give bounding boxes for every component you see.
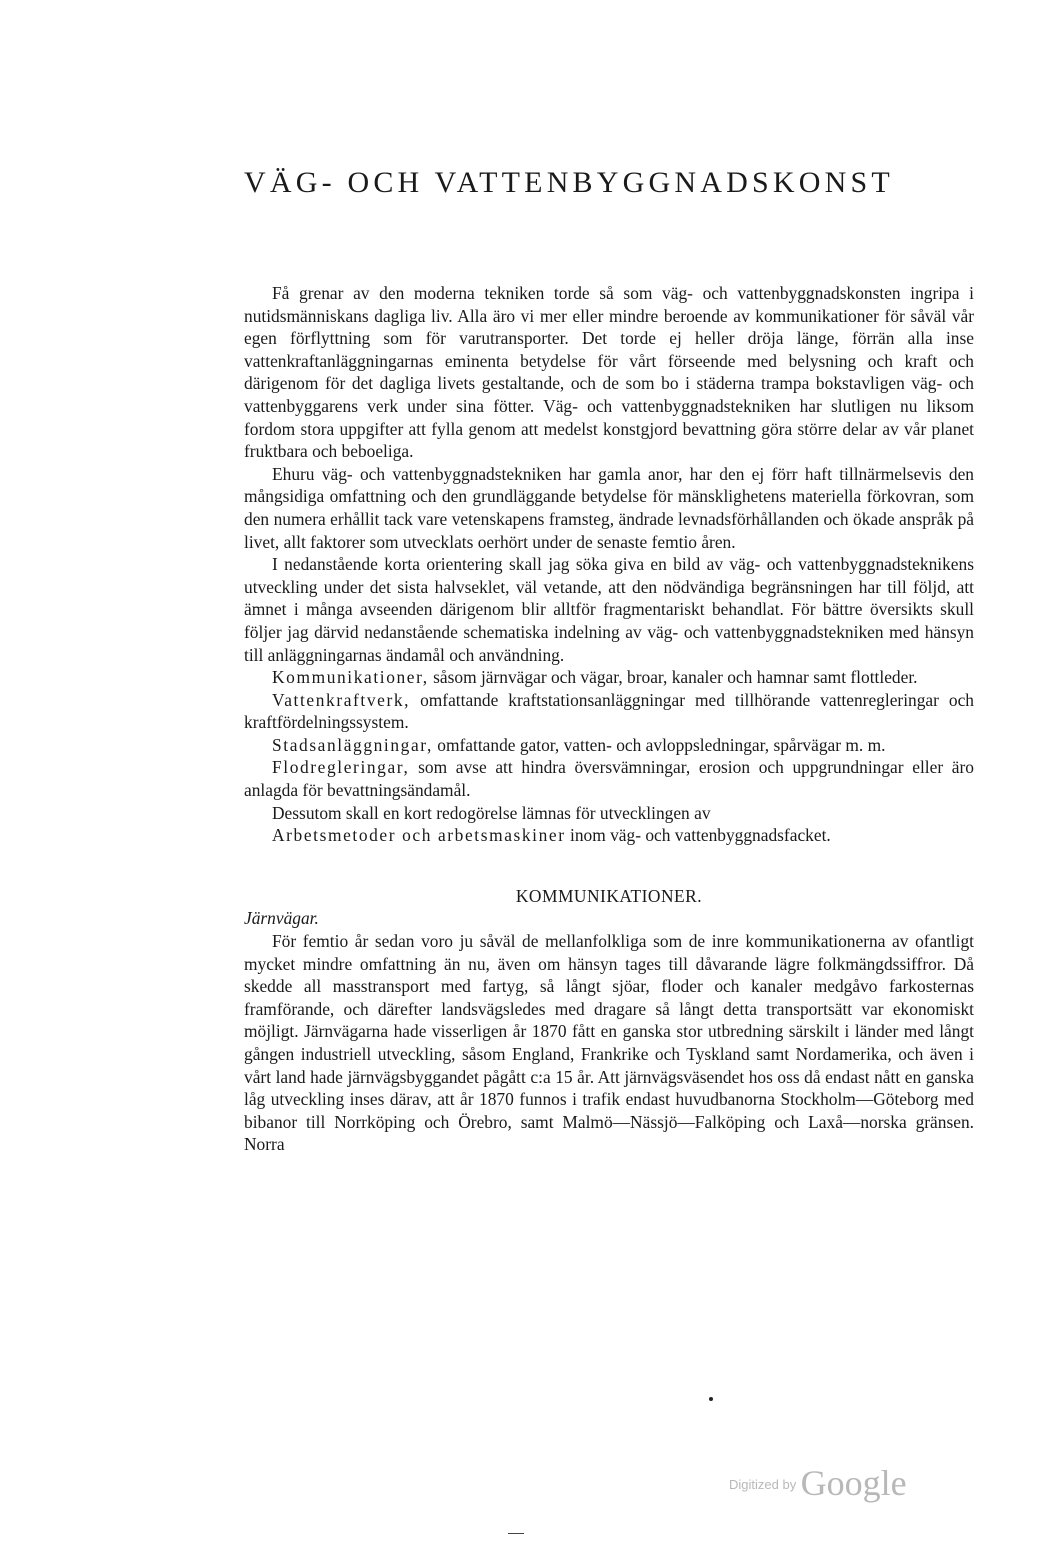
closing-line: Dessutom skall en kort redogörelse lämnas för utvecklingen av bbox=[272, 802, 711, 823]
category-text: som avse att hindra översvämningar, erosion och uppgrundningar eller äro anlagda för bevattningsändamål. bbox=[244, 757, 974, 801]
article-body bbox=[244, 282, 974, 1156]
category-item-stadsanlaggningar bbox=[244, 734, 974, 757]
scan-speck bbox=[709, 1397, 713, 1401]
category-item-flodregleringar bbox=[244, 756, 974, 801]
category-text: omfattande gator, vatten- och avloppsledningar, spårvägar m. m. bbox=[437, 734, 886, 755]
page-mark bbox=[508, 1533, 524, 1534]
section-heading: KOMMUNIKATIONER. bbox=[515, 885, 703, 906]
digitized-watermark bbox=[729, 1462, 907, 1504]
subheading: Järnvägar. bbox=[244, 908, 319, 929]
watermark-prefix: Digitized by bbox=[729, 1477, 797, 1492]
category-term: Stadsanläggningar, bbox=[272, 734, 433, 755]
category-term: Vattenkraftverk, bbox=[272, 689, 411, 710]
page-title: VÄG- OCH VATTENBYGGNADSKONST bbox=[244, 166, 894, 199]
category-item-vattenkraftverk bbox=[244, 689, 974, 734]
intro-paragraph: Få grenar av den moderna tekniken torde så som väg- och vattenbyggnadskonsten ingripa i nutidsmänniskans dagliga liv. Alla äro vi mer eller mindre beroende av kommunikationer för såväl vår egen förflyttning som för varutransporter. Det torde ej heller dröja länge, förrän alla inse vattenkraftanläggningarnas eminenta betydelse för vårt förseende med belysning och kraft och därigenom för det dagliga livets gestaltande, och de som bo i städerna trampa bokstavligen väg- och vattenbyggarens verk under sina fötter. Väg- och vattenbyggnadstekniken har slutligen nu liksom fordom stora uppgifter att fylla genom att medelst konstgjord bevattning göra större delar av vår planet fruktbara och beboeliga. bbox=[244, 283, 974, 462]
closing-term: Arbetsmetoder och arbetsmaskiner bbox=[272, 825, 566, 846]
category-term: Flodregleringar, bbox=[272, 757, 410, 778]
category-text: såsom järnvägar och vägar, broar, kanaler och hamnar samt flottleder. bbox=[433, 667, 918, 688]
category-term: Kommunikationer, bbox=[272, 667, 429, 688]
railway-paragraph: För femtio år sedan voro ju såväl de mellanfolkliga som de inre kommunikationerna av ofantligt mycket mindre omfattning än nu, även om hänsyn tages till dåvarande lägre folkmängdssiffror. Då skedde all masstransport med fartyg, så långt sjöar, floder och kanaler medgåvo farkosternas framförande, och därefter landsvägsledes med dragare så långt detta transportsätt var ekonomiskt möjligt. Järnvägarna hade visserligen år 1870 fått en ganska stor utbredning särskilt i länder med långt gången industriell utveckling, såsom England, Frankrike och Tyskland samt Nordamerika, och även i vårt land hade järnvägsbyggandet pågått c:a 15 år. Att järnvägsväsendet hos oss då endast nått en ganska låg utveckling inses därav, att år 1870 funnos i trafik endast huvudbanorna Stockholm—Göteborg med bibanor till Norrköping och Örebro, samt Malmö—Nässjö—Falköping och Laxå—norska gränsen. Norra bbox=[244, 931, 974, 1155]
closing-text: inom väg- och vattenbyggnadsfacket. bbox=[569, 825, 831, 846]
intro-paragraph: Ehuru väg- och vattenbyggnadstekniken har gamla anor, har den ej förr haft tillnärmelsevis den mångsidiga omfattning och den grundläggande betydelse för mänsklighetens materiella förkovran, som den numera erhållit tack vare vetenskapens framsteg, ändrade levnadsförhållanden och ökade anspråk på livet, allt faktorer som utvecklats oerhört under de senaste femtio åren. bbox=[244, 463, 974, 552]
category-text: omfattande kraftstationsanläggningar med tillhörande vattenregleringar och kraftfördelningssystem. bbox=[244, 689, 974, 733]
intro-paragraph: I nedanstående korta orientering skall jag söka giva en bild av väg- och vattenbyggnadsteknikens utveckling under det sista halvseklet, väl vetande, att den nödvändiga begränsningen har till följd, att ämnet i många avseenden därigenom blir alltför fragmentariskt behandlat. För bättre översikts skull följer jag därvid nedanstående schematiska indelning av väg- och vattenbyggnadstekniken med hänsyn till anläggningarnas ändamål och användning. bbox=[244, 554, 974, 665]
closing-term-line bbox=[244, 824, 974, 847]
category-item-kommunikationer bbox=[244, 666, 974, 689]
google-logo: Google bbox=[800, 1463, 907, 1503]
